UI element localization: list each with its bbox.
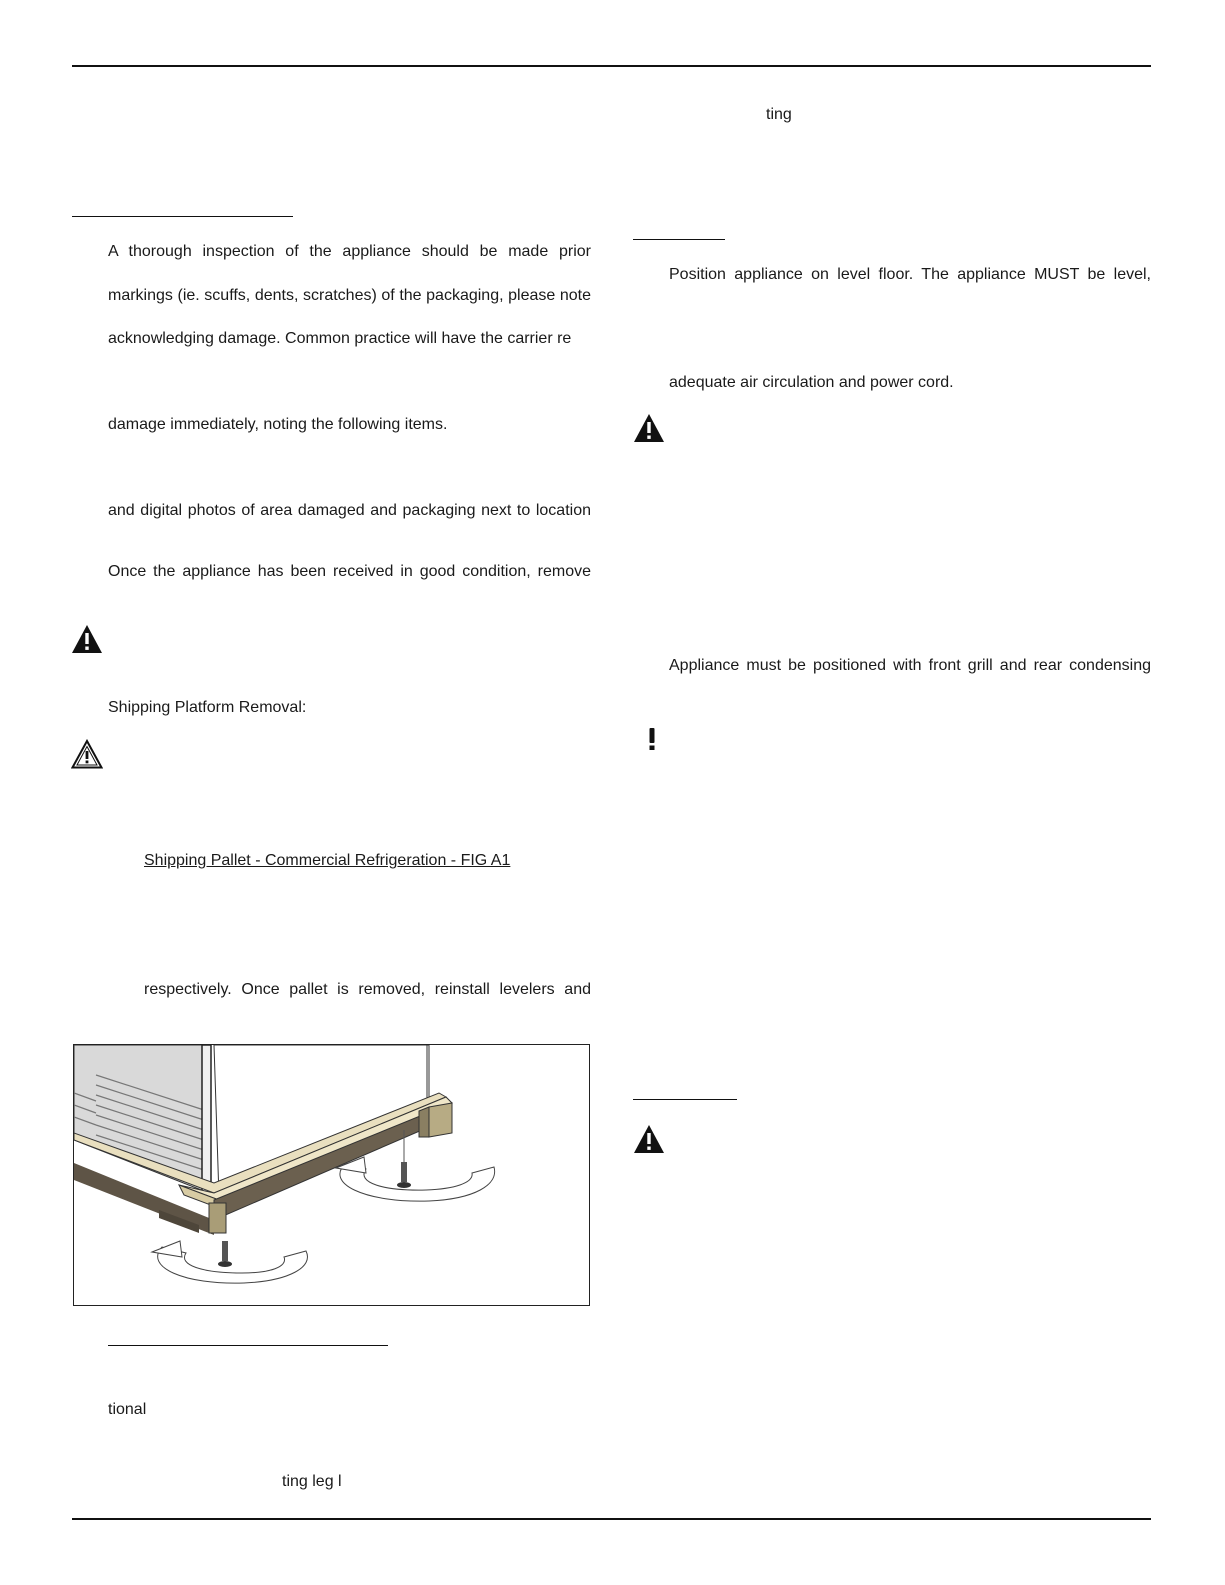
inspection-line-3: acknowledging damage. Common practice will have the carrier re <box>108 330 572 347</box>
figure-caption: Shipping Pallet - Commercial Refrigeration - FIG A1 <box>144 852 511 869</box>
position-line: Position appliance on level floor. The appliance MUST be level, <box>669 266 1151 283</box>
warning-triangle-icon <box>633 1124 665 1154</box>
text-fragment-ting-leg: ting leg l <box>282 1473 342 1490</box>
front-grill-line: Appliance must be positioned with front grill and rear condensing <box>669 657 1151 674</box>
inspection-line-4: damage immediately, noting the following items. <box>108 416 448 433</box>
respectively-line: respectively. Once pallet is removed, reinstall levelers and <box>144 981 591 998</box>
section-underline-right <box>633 1099 737 1100</box>
subsection-underline <box>108 1345 388 1346</box>
caution-triangle-outline-icon <box>71 739 103 769</box>
section-heading-underline <box>72 216 293 217</box>
footer-rule <box>72 1518 1151 1520</box>
text-fragment-tional: tional <box>108 1401 147 1418</box>
text-fragment-ting: ting <box>766 106 792 123</box>
pallet-illustration <box>74 1045 590 1306</box>
inspection-line-6: Once the appliance has been received in good condition, remove <box>108 563 591 580</box>
inspection-line-1: A thorough inspection of the appliance should be made prior <box>108 243 591 260</box>
inspection-line-5: and digital photos of area damaged and packaging next to location <box>108 502 591 519</box>
shipping-pallet-figure <box>73 1044 590 1306</box>
air-circulation-line: adequate air circulation and power cord. <box>669 374 954 391</box>
header-rule <box>72 65 1151 67</box>
exclamation-icon <box>646 727 658 751</box>
warning-triangle-icon <box>633 413 665 443</box>
shipping-platform-heading: Shipping Platform Removal: <box>108 699 307 716</box>
inspection-line-2: markings (ie. scuffs, dents, scratches) of the packaging, please note <box>108 287 591 304</box>
warning-triangle-icon <box>71 624 103 654</box>
location-heading-underline <box>633 239 725 240</box>
